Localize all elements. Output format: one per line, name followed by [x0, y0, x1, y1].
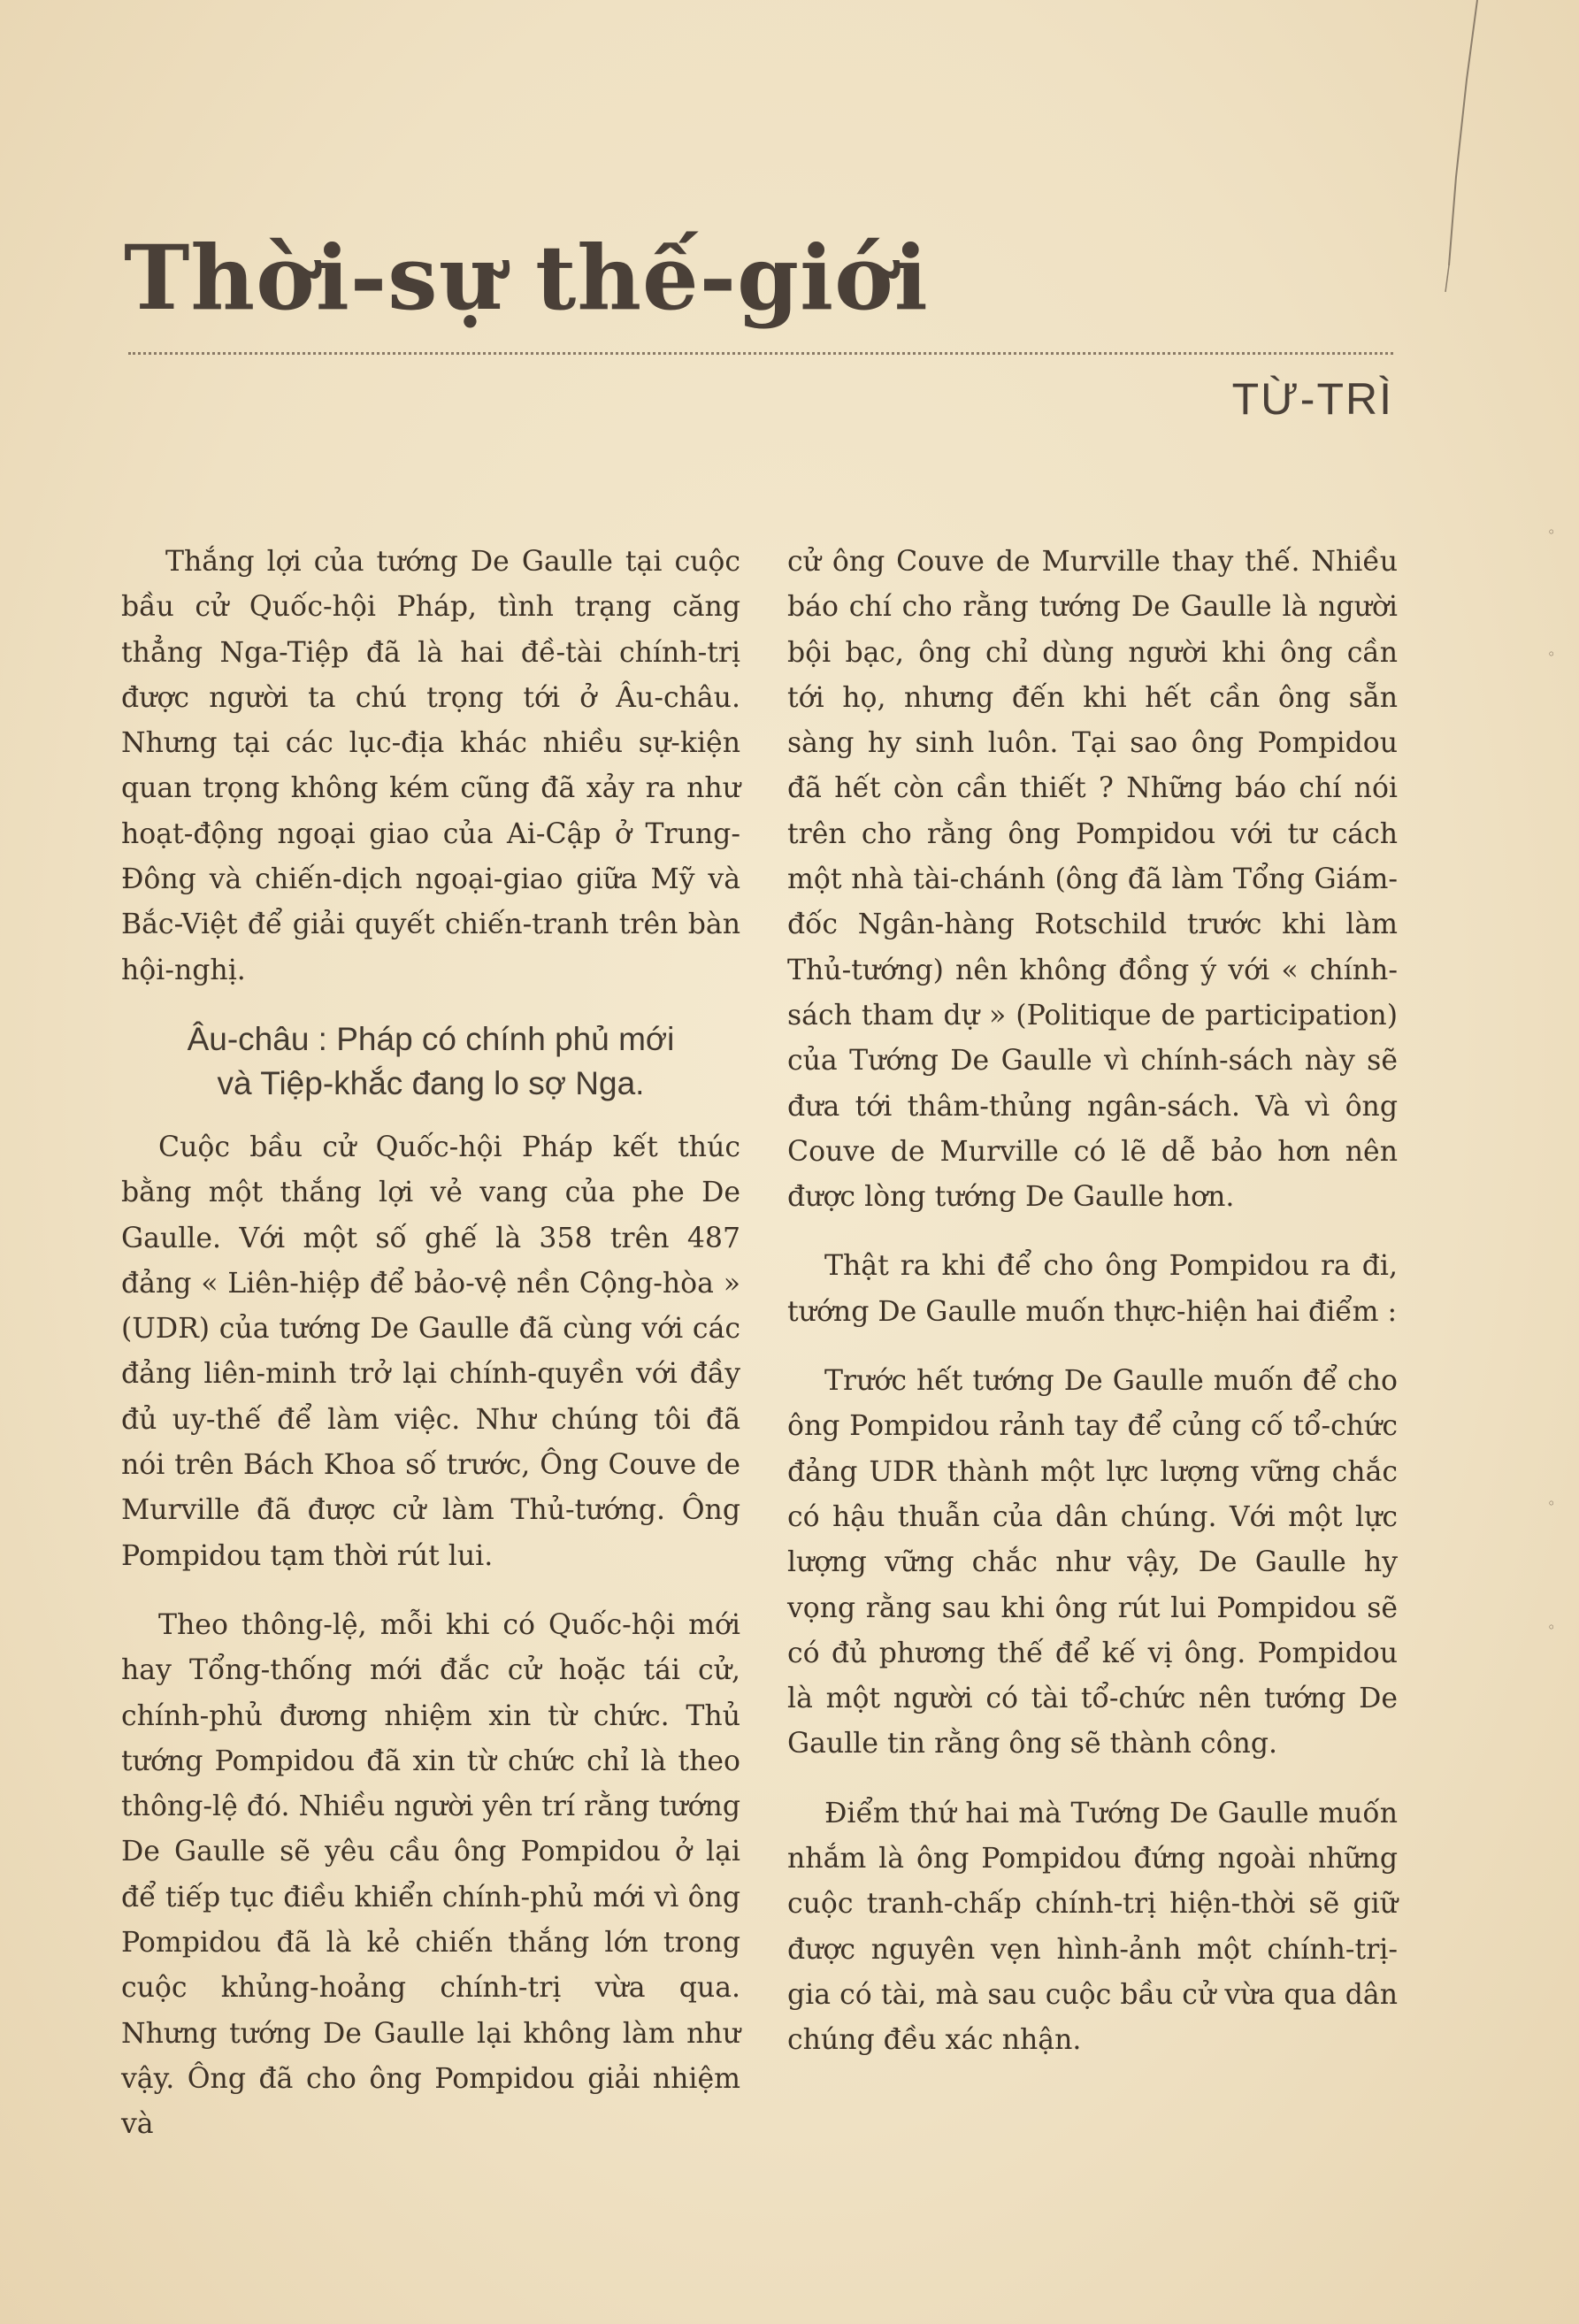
left-column	[121, 540, 740, 2172]
intro-paragraph: Thắng lợi của tướng De Gaulle tại cuộc bầu cử Quốc-hội Pháp, tình trạng căng thẳng Nga-Tiệp đã là hai đề-tài chính-trị được người ta chú trọng tới ở Âu-châu. Nhưng tại các lục-địa khác nhiều sự-kiện quan trọng không kém cũng đã xảy ra như hoạt-động ngoại giao của Ai-Cập ở Trung-Đông và chiến-dịch ngoại-giao giữa Mỹ và Bắc-Việt để giải quyết chiến-tranh trên bàn hội-nghị.	[121, 546, 740, 986]
body-paragraph: cử ông Couve de Murville thay thế. Nhiều báo chí cho rằng tướng De Gaulle là người bội bạc, ông chỉ dùng người khi ông cần tới họ, nhưng đến khi hết cần ông sẵn sàng hy sinh luôn. Tại sao ông Pompidou đã hết còn cần thiết ? Những báo chí nói trên cho rằng ông Pompidou với tư cách một nhà tài-chánh (ông đã làm Tổng Giám-đốc Ngân-hàng Rotschild trước khi làm Thủ-tướng) nên không đồng ý với « chính-sách tham dự » (Politique de participation) của Tướng De Gaulle vì chính-sách này sẽ đưa tới thâm-thủng ngân-sách. Và vì ông Couve de Murville có lẽ dễ bảo hơn nên được lòng tướng De Gaulle hơn.	[787, 546, 1398, 1214]
title-divider	[128, 352, 1393, 355]
section-heading-line-1: Âu-châu : Pháp có chính phủ mới	[187, 1020, 675, 1057]
paper-crease	[1415, 0, 1486, 531]
right-column	[787, 540, 1398, 2088]
article-title: Thời-sự thế-giới	[124, 226, 929, 330]
margin-speck: ◦	[1547, 1495, 1556, 1512]
section-heading-line-2: và Tiệp-khắc đang lo sợ Nga.	[217, 1064, 645, 1101]
body-paragraph: Thật ra khi để cho ông Pompidou ra đi, tướng De Gaulle muốn thực-hiện hai điểm :	[787, 1250, 1398, 1328]
margin-speck: ◦	[1547, 524, 1556, 541]
margin-speck: ◦	[1547, 646, 1556, 663]
body-paragraph: Trước hết tướng De Gaulle muốn để cho ông Pompidou rảnh tay để củng cố tổ-chức đảng UDR thành một lực lượng vững chắc có hậu thuẫn của dân chúng. Với một lực lượng vững chắc như vậy, De Gaulle hy vọng rằng sau khi ông rút lui Pompidou sẽ có đủ phương thế để kế vị ông. Pompidou là một người có tài tổ-chức nên tướng De Gaulle tin rằng ông sẽ thành công.	[787, 1365, 1398, 1760]
section-heading	[121, 1017, 740, 1106]
body-paragraph: Theo thông-lệ, mỗi khi có Quốc-hội mới hay Tổng-thống mới đắc cử hoặc tái cử, chính-phủ đương nhiệm xin từ chức. Thủ tướng Pompidou đã xin từ chức chỉ là theo thông-lệ đó. Nhiều người yên trí rằng tướng De Gaulle sẽ yêu cầu ông Pompidou ở lại để tiếp tục điều khiển chính-phủ mới vì ông Pompidou đã là kẻ chiến thắng lớn trong cuộc khủng-hoảng chính-trị vừa qua. Nhưng tướng De Gaulle lại không làm như vậy. Ông đã cho ông Pompidou giải nhiệm và	[121, 1608, 740, 2141]
article-author: TỪ-TRÌ	[1231, 374, 1393, 424]
body-paragraph: Điểm thứ hai mà Tướng De Gaulle muốn nhắm là ông Pompidou đứng ngoài những cuộc tranh-chấp chính-trị hiện-thời sẽ giữ được nguyên vẹn hình-ảnh một chính-trị-gia có tài, mà sau cuộc bầu cử vừa qua dân chúng đều xác nhận.	[787, 1797, 1398, 2057]
body-paragraph: Cuộc bầu cử Quốc-hội Pháp kết thúc bằng một thắng lợi vẻ vang của phe De Gaulle. Với một số ghế là 358 trên 487 đảng « Liên-hiệp để bảo-vệ nền Cộng-hòa » (UDR) của tướng De Gaulle đã cùng với các đảng liên-minh trở lại chính-quyền với đầy đủ uy-thế để làm việc. Như chúng tôi đã nói trên Bách Khoa số trước, Ông Couve de Murville đã được cử làm Thủ-tướng. Ông Pompidou tạm thời rút lui.	[121, 1131, 740, 1572]
margin-speck: ◦	[1547, 1619, 1556, 1636]
